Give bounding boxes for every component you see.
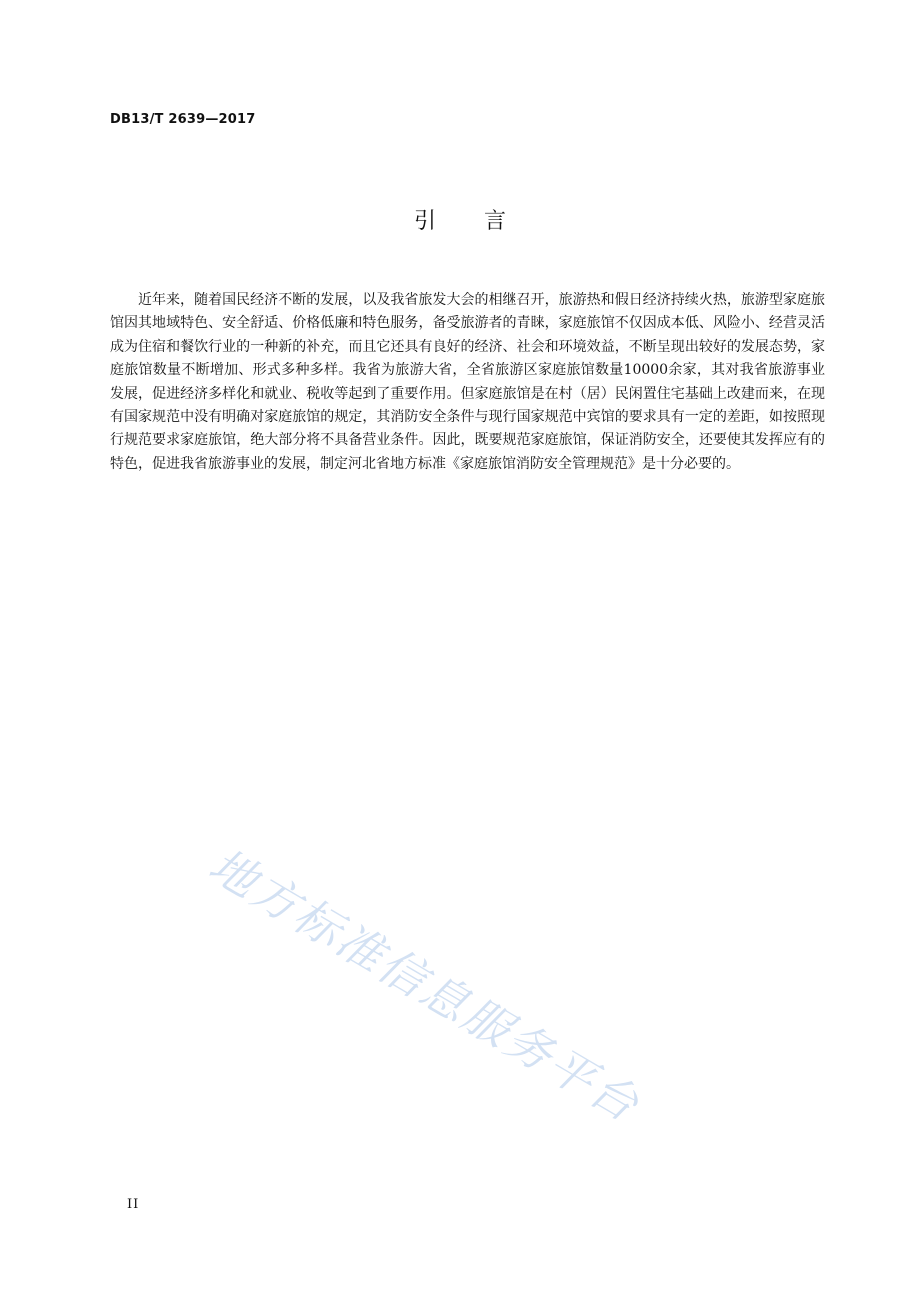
standard-code: DB13/T 2639—2017 xyxy=(110,112,256,127)
watermark-text: 地方标准信息服务平台 xyxy=(200,837,650,1133)
page-number: II xyxy=(127,1197,140,1212)
section-title: 引言 xyxy=(413,209,554,234)
introduction-paragraph: 近年来，随着国民经济不断的发展，以及我省旅发大会的相继召开，旅游热和假日经济持续火热，旅游型家庭旅馆因其地域特色、安全舒适、价格低廉和特色服务，备受旅游者的青睐，家庭旅馆不仅因成本低、风险小、经营灵活成为住宿和餐饮行业的一种新的补充，而且它还具有良好的经济、社会和环境效益，不断呈现出较好的发展态势，家庭旅馆数量不断增加、形式多种多样。我省为旅游大省，全省旅游区家庭旅馆数量10000余家，其对我省旅游事业发展，促进经济多样化和就业、税收等起到了重要作用。但家庭旅馆是在村（居）民闲置住宅基础上改建而来，在现有国家规范中没有明确对家庭旅馆的规定，其消防安全条件与现行国家规范中宾馆的要求具有一定的差距，如按照现行规范要求家庭旅馆，绝大部分将不具备营业条件。因此，既要规范家庭旅馆，保证消防安全，还要使其发挥应有的特色，促进我省旅游事业的发展，制定河北省地方标准《家庭旅馆消防安全管理规范》是十分必要的。 xyxy=(110,292,825,472)
